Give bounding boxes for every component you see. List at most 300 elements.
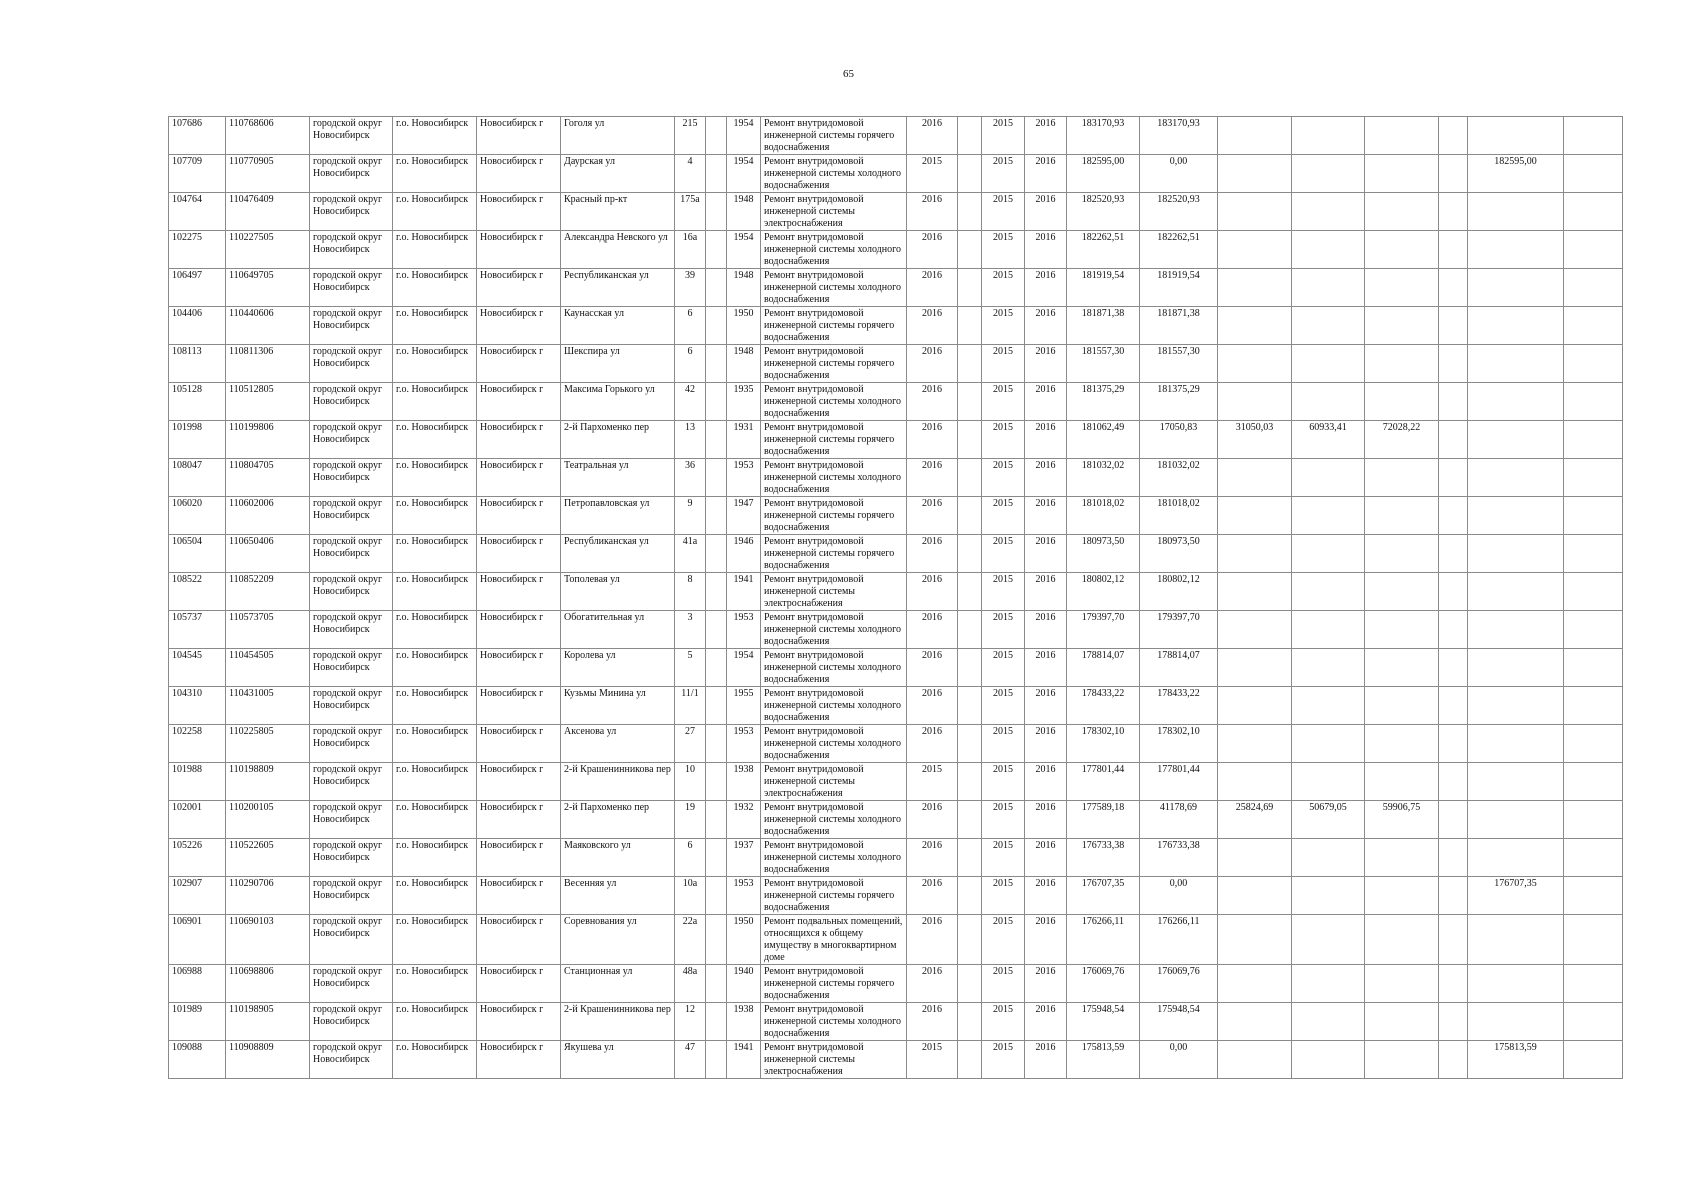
cell-cost-part-1: 0,00 <box>1140 155 1218 193</box>
cell-cost-part-4 <box>1365 687 1439 725</box>
cell-cost-part-3 <box>1292 459 1365 497</box>
cell-start-year: 2015 <box>982 345 1025 383</box>
cell-work-type: Ремонт внутридомовой инженерной системы холодного водоснабжения <box>761 383 907 421</box>
cell-house-number: 215 <box>675 117 706 155</box>
cell-cost-part-3 <box>1292 1003 1365 1041</box>
cell-cost-part-3 <box>1292 725 1365 763</box>
table-row <box>169 307 1623 345</box>
cell-cost-other <box>1468 611 1564 649</box>
cell-blank-3 <box>1439 535 1468 573</box>
cell-locality: Новосибирск г <box>477 801 561 839</box>
cell-work-type: Ремонт внутридомовой инженерной системы горячего водоснабжения <box>761 877 907 915</box>
cell-blank-3 <box>1439 649 1468 687</box>
cell-blank-4 <box>1564 345 1623 383</box>
table-row <box>169 155 1623 193</box>
cell-end-year: 2016 <box>1025 573 1067 611</box>
cell-total-cost: 181871,38 <box>1067 307 1140 345</box>
cell-house-code: 110198809 <box>226 763 310 801</box>
page-number: 65 <box>843 68 854 80</box>
cell-start-year: 2015 <box>982 421 1025 459</box>
cell-blank-2 <box>958 877 982 915</box>
cell-cost-part-1: 182520,93 <box>1140 193 1218 231</box>
cell-work-type: Ремонт внутридомовой инженерной системы холодного водоснабжения <box>761 649 907 687</box>
cell-cost-part-2: 31050,03 <box>1218 421 1292 459</box>
cell-cost-other <box>1468 965 1564 1003</box>
cell-municipality: городской округ Новосибирск <box>310 725 393 763</box>
cell-cost-part-3 <box>1292 117 1365 155</box>
cell-plan-year: 2015 <box>907 763 958 801</box>
cell-house-number: 175а <box>675 193 706 231</box>
cell-end-year: 2016 <box>1025 763 1067 801</box>
cell-record-id: 106988 <box>169 965 226 1003</box>
table-row <box>169 763 1623 801</box>
cell-house-code: 110804705 <box>226 459 310 497</box>
cell-municipality: городской округ Новосибирск <box>310 421 393 459</box>
cell-blank-3 <box>1439 1003 1468 1041</box>
cell-build-year: 1938 <box>727 1003 761 1041</box>
cell-start-year: 2015 <box>982 193 1025 231</box>
cell-cost-part-3 <box>1292 915 1365 965</box>
cell-plan-year: 2016 <box>907 383 958 421</box>
cell-plan-year: 2016 <box>907 725 958 763</box>
cell-municipal-short: г.о. Новосибирск <box>393 725 477 763</box>
cell-end-year: 2016 <box>1025 535 1067 573</box>
cell-total-cost: 181062,49 <box>1067 421 1140 459</box>
cell-cost-part-4 <box>1365 725 1439 763</box>
cell-street: Петропавловская ул <box>561 497 675 535</box>
cell-house-number: 27 <box>675 725 706 763</box>
cell-house-code: 110199806 <box>226 421 310 459</box>
table-body <box>169 117 1623 1079</box>
cell-cost-part-1: 176266,11 <box>1140 915 1218 965</box>
cell-total-cost: 177801,44 <box>1067 763 1140 801</box>
cell-cost-part-2 <box>1218 725 1292 763</box>
table-row <box>169 421 1623 459</box>
cell-work-type: Ремонт внутридомовой инженерной системы горячего водоснабжения <box>761 421 907 459</box>
cell-work-type: Ремонт внутридомовой инженерной системы горячего водоснабжения <box>761 965 907 1003</box>
cell-house-number: 36 <box>675 459 706 497</box>
cell-cost-part-1: 178814,07 <box>1140 649 1218 687</box>
cell-plan-year: 2016 <box>907 573 958 611</box>
cell-house-code: 110908809 <box>226 1041 310 1079</box>
cell-blank-4 <box>1564 725 1623 763</box>
cell-build-year: 1953 <box>727 877 761 915</box>
cell-record-id: 101988 <box>169 763 226 801</box>
cell-house-code: 110431005 <box>226 687 310 725</box>
cell-cost-part-2 <box>1218 915 1292 965</box>
cell-cost-part-4 <box>1365 965 1439 1003</box>
cell-house-number: 10 <box>675 763 706 801</box>
cell-street: Станционная ул <box>561 965 675 1003</box>
cell-blank-1 <box>706 877 727 915</box>
cell-cost-part-3 <box>1292 839 1365 877</box>
cell-locality: Новосибирск г <box>477 421 561 459</box>
cell-cost-other <box>1468 649 1564 687</box>
cell-plan-year: 2015 <box>907 1041 958 1079</box>
cell-total-cost: 183170,93 <box>1067 117 1140 155</box>
cell-street: Маяковского ул <box>561 839 675 877</box>
cell-house-code: 110225805 <box>226 725 310 763</box>
cell-start-year: 2015 <box>982 269 1025 307</box>
cell-locality: Новосибирск г <box>477 687 561 725</box>
cell-start-year: 2015 <box>982 535 1025 573</box>
cell-end-year: 2016 <box>1025 1003 1067 1041</box>
cell-plan-year: 2016 <box>907 801 958 839</box>
cell-record-id: 107686 <box>169 117 226 155</box>
cell-cost-part-4 <box>1365 763 1439 801</box>
cell-blank-2 <box>958 1003 982 1041</box>
cell-end-year: 2016 <box>1025 965 1067 1003</box>
cell-house-code: 110200105 <box>226 801 310 839</box>
cell-municipal-short: г.о. Новосибирск <box>393 839 477 877</box>
cell-cost-other <box>1468 345 1564 383</box>
cell-end-year: 2016 <box>1025 725 1067 763</box>
cell-end-year: 2016 <box>1025 307 1067 345</box>
cell-cost-part-3 <box>1292 763 1365 801</box>
cell-cost-part-4 <box>1365 877 1439 915</box>
cell-total-cost: 176733,38 <box>1067 839 1140 877</box>
cell-blank-1 <box>706 1041 727 1079</box>
cell-build-year: 1953 <box>727 459 761 497</box>
cell-municipality: городской округ Новосибирск <box>310 307 393 345</box>
cell-cost-part-3 <box>1292 497 1365 535</box>
cell-house-code: 110573705 <box>226 611 310 649</box>
cell-start-year: 2015 <box>982 801 1025 839</box>
table-row <box>169 915 1623 965</box>
cell-cost-part-4 <box>1365 383 1439 421</box>
cell-municipal-short: г.о. Новосибирск <box>393 155 477 193</box>
cell-street: 2-й Пархоменко пер <box>561 801 675 839</box>
cell-cost-part-2 <box>1218 307 1292 345</box>
cell-locality: Новосибирск г <box>477 725 561 763</box>
cell-cost-part-4 <box>1365 155 1439 193</box>
cell-blank-3 <box>1439 269 1468 307</box>
cell-municipal-short: г.о. Новосибирск <box>393 877 477 915</box>
cell-end-year: 2016 <box>1025 421 1067 459</box>
cell-house-number: 11/1 <box>675 687 706 725</box>
cell-plan-year: 2016 <box>907 535 958 573</box>
cell-total-cost: 175948,54 <box>1067 1003 1140 1041</box>
cell-plan-year: 2016 <box>907 839 958 877</box>
cell-end-year: 2016 <box>1025 801 1067 839</box>
table-row <box>169 345 1623 383</box>
cell-end-year: 2016 <box>1025 459 1067 497</box>
table-row <box>169 965 1623 1003</box>
cell-cost-part-3 <box>1292 877 1365 915</box>
cell-record-id: 107709 <box>169 155 226 193</box>
cell-house-code: 110512805 <box>226 383 310 421</box>
cell-cost-part-4 <box>1365 231 1439 269</box>
cell-record-id: 102907 <box>169 877 226 915</box>
cell-build-year: 1950 <box>727 915 761 965</box>
cell-end-year: 2016 <box>1025 687 1067 725</box>
cell-locality: Новосибирск г <box>477 193 561 231</box>
cell-cost-part-2 <box>1218 573 1292 611</box>
cell-cost-part-3 <box>1292 269 1365 307</box>
cell-blank-4 <box>1564 801 1623 839</box>
cell-plan-year: 2016 <box>907 497 958 535</box>
cell-blank-1 <box>706 839 727 877</box>
cell-blank-1 <box>706 1003 727 1041</box>
cell-work-type: Ремонт внутридомовой инженерной системы электроснабжения <box>761 763 907 801</box>
cell-blank-4 <box>1564 573 1623 611</box>
cell-locality: Новосибирск г <box>477 155 561 193</box>
cell-end-year: 2016 <box>1025 915 1067 965</box>
cell-cost-part-2 <box>1218 193 1292 231</box>
cell-locality: Новосибирск г <box>477 763 561 801</box>
cell-cost-part-4 <box>1365 649 1439 687</box>
cell-blank-2 <box>958 345 982 383</box>
cell-end-year: 2016 <box>1025 117 1067 155</box>
cell-cost-part-3 <box>1292 383 1365 421</box>
cell-house-code: 110454505 <box>226 649 310 687</box>
cell-blank-2 <box>958 1041 982 1079</box>
cell-blank-4 <box>1564 231 1623 269</box>
cell-blank-4 <box>1564 877 1623 915</box>
cell-start-year: 2015 <box>982 497 1025 535</box>
cell-record-id: 104310 <box>169 687 226 725</box>
cell-cost-other: 175813,59 <box>1468 1041 1564 1079</box>
cell-house-code: 110440606 <box>226 307 310 345</box>
cell-house-code: 110852209 <box>226 573 310 611</box>
cell-blank-1 <box>706 763 727 801</box>
cell-blank-1 <box>706 535 727 573</box>
cell-municipality: городской округ Новосибирск <box>310 155 393 193</box>
cell-cost-part-4 <box>1365 915 1439 965</box>
cell-municipality: городской округ Новосибирск <box>310 763 393 801</box>
cell-blank-3 <box>1439 345 1468 383</box>
cell-build-year: 1938 <box>727 763 761 801</box>
cell-locality: Новосибирск г <box>477 611 561 649</box>
cell-house-number: 13 <box>675 421 706 459</box>
cell-plan-year: 2016 <box>907 421 958 459</box>
cell-cost-other <box>1468 459 1564 497</box>
cell-start-year: 2015 <box>982 763 1025 801</box>
cell-blank-2 <box>958 497 982 535</box>
cell-plan-year: 2016 <box>907 117 958 155</box>
cell-build-year: 1954 <box>727 117 761 155</box>
table-row <box>169 611 1623 649</box>
cell-blank-2 <box>958 231 982 269</box>
cell-cost-part-4: 59906,75 <box>1365 801 1439 839</box>
cell-blank-3 <box>1439 801 1468 839</box>
cell-cost-part-2 <box>1218 763 1292 801</box>
cell-cost-part-4 <box>1365 459 1439 497</box>
cell-cost-part-2 <box>1218 117 1292 155</box>
cell-house-number: 6 <box>675 839 706 877</box>
cell-build-year: 1941 <box>727 1041 761 1079</box>
cell-municipality: городской округ Новосибирск <box>310 965 393 1003</box>
cell-locality: Новосибирск г <box>477 839 561 877</box>
cell-locality: Новосибирск г <box>477 649 561 687</box>
cell-cost-part-1: 176069,76 <box>1140 965 1218 1003</box>
table-row <box>169 193 1623 231</box>
cell-blank-4 <box>1564 535 1623 573</box>
cell-locality: Новосибирск г <box>477 535 561 573</box>
cell-blank-3 <box>1439 421 1468 459</box>
cell-street: 2-й Крашенинникова пер <box>561 1003 675 1041</box>
cell-locality: Новосибирск г <box>477 117 561 155</box>
cell-house-code: 110770905 <box>226 155 310 193</box>
cell-start-year: 2015 <box>982 725 1025 763</box>
cell-cost-part-1: 180802,12 <box>1140 573 1218 611</box>
cell-municipal-short: г.о. Новосибирск <box>393 231 477 269</box>
cell-municipality: городской округ Новосибирск <box>310 649 393 687</box>
cell-house-code: 110649705 <box>226 269 310 307</box>
cell-cost-part-2 <box>1218 877 1292 915</box>
cell-cost-other <box>1468 307 1564 345</box>
cell-cost-part-4 <box>1365 1003 1439 1041</box>
cell-locality: Новосибирск г <box>477 231 561 269</box>
cell-house-number: 9 <box>675 497 706 535</box>
cell-blank-4 <box>1564 1003 1623 1041</box>
cell-start-year: 2015 <box>982 573 1025 611</box>
cell-blank-3 <box>1439 1041 1468 1079</box>
cell-cost-part-4 <box>1365 307 1439 345</box>
cell-locality: Новосибирск г <box>477 573 561 611</box>
cell-cost-part-2: 25824,69 <box>1218 801 1292 839</box>
cell-cost-other <box>1468 497 1564 535</box>
cell-record-id: 108113 <box>169 345 226 383</box>
cell-cost-part-1: 181375,29 <box>1140 383 1218 421</box>
cell-municipal-short: г.о. Новосибирск <box>393 269 477 307</box>
cell-blank-2 <box>958 725 982 763</box>
cell-end-year: 2016 <box>1025 1041 1067 1079</box>
cell-build-year: 1935 <box>727 383 761 421</box>
cell-total-cost: 177589,18 <box>1067 801 1140 839</box>
cell-cost-other <box>1468 535 1564 573</box>
cell-end-year: 2016 <box>1025 839 1067 877</box>
cell-total-cost: 175813,59 <box>1067 1041 1140 1079</box>
cell-total-cost: 178814,07 <box>1067 649 1140 687</box>
cell-blank-1 <box>706 193 727 231</box>
cell-municipality: городской округ Новосибирск <box>310 915 393 965</box>
cell-municipality: городской округ Новосибирск <box>310 345 393 383</box>
cell-cost-part-1: 181557,30 <box>1140 345 1218 383</box>
cell-house-number: 42 <box>675 383 706 421</box>
cell-cost-other: 176707,35 <box>1468 877 1564 915</box>
cell-blank-4 <box>1564 649 1623 687</box>
cell-cost-part-2 <box>1218 535 1292 573</box>
cell-locality: Новосибирск г <box>477 269 561 307</box>
cell-cost-part-3 <box>1292 193 1365 231</box>
cell-blank-1 <box>706 965 727 1003</box>
cell-total-cost: 181557,30 <box>1067 345 1140 383</box>
cell-cost-part-1: 17050,83 <box>1140 421 1218 459</box>
cell-start-year: 2015 <box>982 1041 1025 1079</box>
cell-work-type: Ремонт внутридомовой инженерной системы горячего водоснабжения <box>761 497 907 535</box>
cell-cost-other <box>1468 383 1564 421</box>
cell-municipal-short: г.о. Новосибирск <box>393 193 477 231</box>
cell-total-cost: 182520,93 <box>1067 193 1140 231</box>
cell-cost-other <box>1468 573 1564 611</box>
cell-house-code: 110698806 <box>226 965 310 1003</box>
cell-end-year: 2016 <box>1025 877 1067 915</box>
cell-total-cost: 176707,35 <box>1067 877 1140 915</box>
cell-blank-4 <box>1564 155 1623 193</box>
cell-cost-part-2 <box>1218 611 1292 649</box>
cell-cost-other <box>1468 193 1564 231</box>
table-row <box>169 497 1623 535</box>
cell-house-number: 6 <box>675 345 706 383</box>
cell-cost-part-4: 72028,22 <box>1365 421 1439 459</box>
cell-street: Республиканская ул <box>561 269 675 307</box>
cell-house-code: 110290706 <box>226 877 310 915</box>
cell-cost-part-3 <box>1292 649 1365 687</box>
cell-blank-4 <box>1564 1041 1623 1079</box>
cell-street: Аксенова ул <box>561 725 675 763</box>
cell-blank-2 <box>958 459 982 497</box>
table-row <box>169 1041 1623 1079</box>
cell-blank-3 <box>1439 459 1468 497</box>
cell-total-cost: 181018,02 <box>1067 497 1140 535</box>
cell-municipal-short: г.о. Новосибирск <box>393 763 477 801</box>
cell-plan-year: 2016 <box>907 307 958 345</box>
table-row <box>169 383 1623 421</box>
table-row <box>169 459 1623 497</box>
cell-end-year: 2016 <box>1025 193 1067 231</box>
cell-build-year: 1953 <box>727 611 761 649</box>
cell-house-code: 110768606 <box>226 117 310 155</box>
cell-blank-1 <box>706 421 727 459</box>
cell-blank-1 <box>706 573 727 611</box>
cell-blank-1 <box>706 231 727 269</box>
cell-cost-part-2 <box>1218 965 1292 1003</box>
cell-blank-1 <box>706 649 727 687</box>
cell-municipal-short: г.о. Новосибирск <box>393 383 477 421</box>
cell-total-cost: 179397,70 <box>1067 611 1140 649</box>
table-row <box>169 687 1623 725</box>
cell-build-year: 1954 <box>727 231 761 269</box>
cell-street: 2-й Пархоменко пер <box>561 421 675 459</box>
cell-cost-other <box>1468 915 1564 965</box>
cell-blank-1 <box>706 801 727 839</box>
cell-municipality: городской округ Новосибирск <box>310 497 393 535</box>
cell-end-year: 2016 <box>1025 155 1067 193</box>
cell-work-type: Ремонт внутридомовой инженерной системы горячего водоснабжения <box>761 117 907 155</box>
cell-house-number: 22а <box>675 915 706 965</box>
cell-total-cost: 181919,54 <box>1067 269 1140 307</box>
cell-blank-1 <box>706 459 727 497</box>
cell-work-type: Ремонт внутридомовой инженерной системы холодного водоснабжения <box>761 1003 907 1041</box>
cell-municipality: городской округ Новосибирск <box>310 269 393 307</box>
cell-municipal-short: г.о. Новосибирск <box>393 421 477 459</box>
cell-cost-part-2 <box>1218 155 1292 193</box>
cell-locality: Новосибирск г <box>477 1003 561 1041</box>
cell-end-year: 2016 <box>1025 611 1067 649</box>
cell-blank-1 <box>706 345 727 383</box>
cell-municipality: городской округ Новосибирск <box>310 877 393 915</box>
cell-build-year: 1948 <box>727 345 761 383</box>
cell-start-year: 2015 <box>982 839 1025 877</box>
cell-cost-other <box>1468 763 1564 801</box>
cell-locality: Новосибирск г <box>477 383 561 421</box>
cell-record-id: 105737 <box>169 611 226 649</box>
cell-blank-4 <box>1564 193 1623 231</box>
cell-total-cost: 182595,00 <box>1067 155 1140 193</box>
cell-cost-part-3 <box>1292 535 1365 573</box>
cell-plan-year: 2016 <box>907 877 958 915</box>
cell-total-cost: 182262,51 <box>1067 231 1140 269</box>
cell-blank-2 <box>958 421 982 459</box>
cell-cost-part-4 <box>1365 117 1439 155</box>
cell-locality: Новосибирск г <box>477 877 561 915</box>
cell-blank-3 <box>1439 839 1468 877</box>
cell-start-year: 2015 <box>982 155 1025 193</box>
cell-municipal-short: г.о. Новосибирск <box>393 307 477 345</box>
cell-record-id: 102258 <box>169 725 226 763</box>
cell-house-code: 110227505 <box>226 231 310 269</box>
